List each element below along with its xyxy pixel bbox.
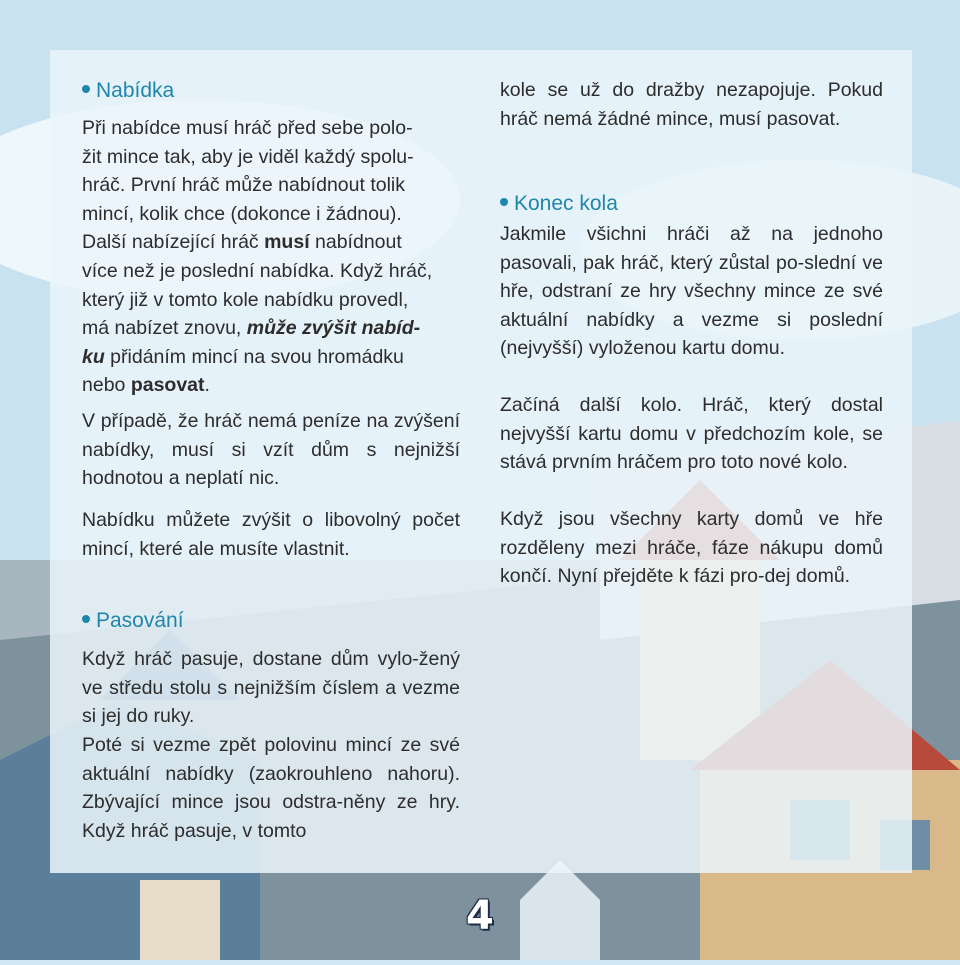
emphasis-pasovat: pasovat xyxy=(130,374,205,397)
section-heading-nabidka xyxy=(82,78,174,104)
text-run: . xyxy=(204,374,210,397)
section-heading-konec-kola xyxy=(500,191,618,217)
bullet-dot-icon xyxy=(82,615,90,623)
emphasis-ku: ku xyxy=(82,345,105,368)
bullet-dot-icon xyxy=(82,85,90,93)
heading-text: Konec kola xyxy=(514,192,618,215)
text-run: Při nabídce musí hráč před sebe polo- xyxy=(82,117,413,139)
konec-kola-paragraph-1: Jakmile všichni hráči až na jednoho pasovali, pak hráč, který zůstal po-slední ve hře, odstraní ze hry všechny mince ze své aktuální nabídky a vezme si poslední (nejvyšší) vyloženou kartu domu. xyxy=(500,223,883,360)
heading-text: Nabídka xyxy=(96,79,175,102)
text-run: má nabízet znovu, xyxy=(82,317,247,340)
emphasis-muze-zvysit: může zvýšit nabíd- xyxy=(246,317,421,340)
text-run: nebo xyxy=(82,374,131,397)
text-run: žit mince tak, aby je viděl každý spolu- xyxy=(82,145,414,168)
text-run: mincí, kolik chce (dokonce i žádnou). xyxy=(82,202,402,225)
nabidka-paragraph-1 xyxy=(82,114,457,400)
text-run: přidáním mincí na svou hromádku xyxy=(104,345,404,368)
nabidka-paragraph-2: V případě, že hráč nemá peníze na zvýšení nabídky, musí si vzít dům s nejnižší hodnotou a neplatí nic. xyxy=(82,410,460,490)
text-panel xyxy=(50,50,912,873)
page-number: 4 xyxy=(466,893,494,939)
heading-text: Pasování xyxy=(96,609,184,632)
text-run: hráč. První hráč může nabídnout tolik xyxy=(82,174,405,197)
text-run: který již v tomto kole nabídku provedl, xyxy=(82,288,409,311)
nabidka-paragraph-3: Nabídku můžete zvýšit o libovolný počet mincí, které ale musíte vlastnit. xyxy=(82,509,460,560)
text-run: více než je poslední nabídka. Když hráč, xyxy=(82,259,433,282)
text-run: nabídnout xyxy=(309,231,402,254)
pasovani-paragraph-1: Když hráč pasuje, dostane dům vylo-žený ve středu stolu s nejnižším číslem a vezme si jej do ruky. xyxy=(82,648,460,728)
bullet-dot-icon xyxy=(500,198,508,206)
text-run: Další nabízející hráč xyxy=(82,231,265,254)
konec-kola-paragraph-2: Začíná další kolo. Hráč, který dostal nejvyšší kartu domu v předchozím kole, se stává prvním hráčem pro toto nové kolo. xyxy=(500,394,883,474)
emphasis-musi: musí xyxy=(264,231,310,254)
continuation-paragraph: kole se už do dražby nezapojuje. Pokud hráč nemá žádné mince, musí pasovat. xyxy=(500,79,883,130)
pasovani-paragraph-2: Poté si vezme zpět polovinu mincí ze své aktuální nabídky (zaokrouhleno nahoru). Zbývající mince jsou odstra-něny ze hry. Když hráč pasuje, v tomto xyxy=(82,734,460,842)
konec-kola-paragraph-3: Když jsou všechny karty domů ve hře rozděleny mezi hráče, fáze nákupu domů končí. Nyní přejděte k fázi pro-dej domů. xyxy=(500,508,883,588)
section-heading-pasovani xyxy=(82,608,184,634)
